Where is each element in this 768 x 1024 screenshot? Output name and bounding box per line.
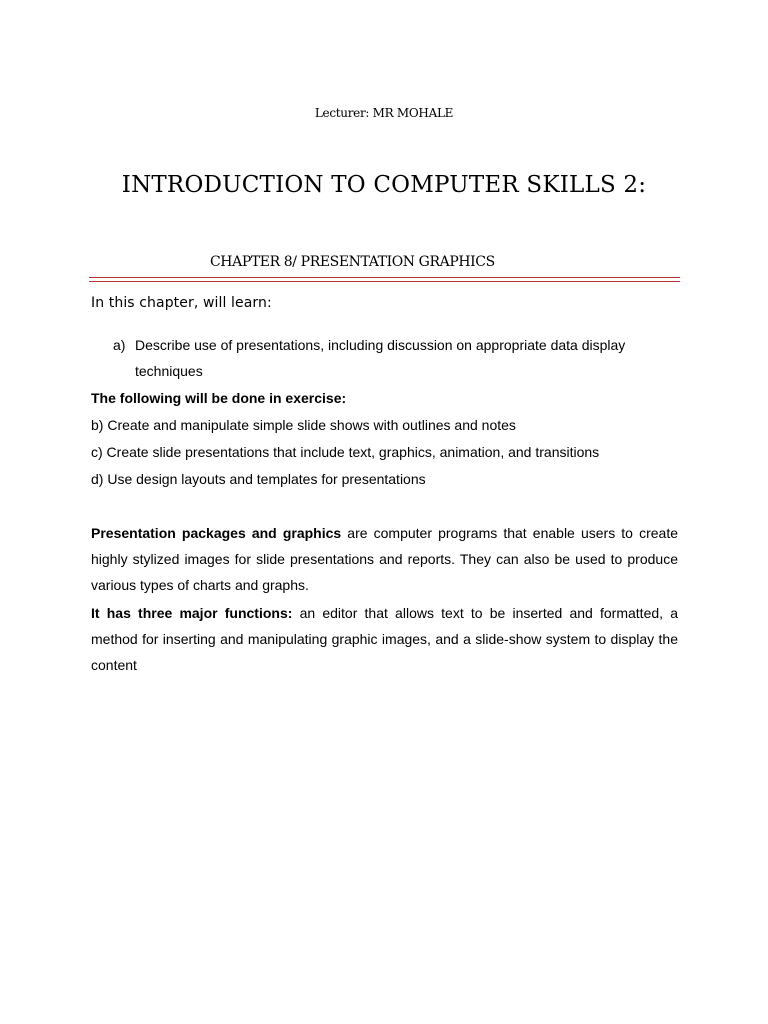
learning-item-a xyxy=(113,332,633,384)
paragraph-presentation-packages xyxy=(91,520,678,598)
lecturer-line: Lecturer: MR MOHALE xyxy=(314,106,454,120)
list-marker: a) xyxy=(113,337,126,353)
paragraph-body: are computer programs that enable users to create highly stylized images for slide presentations and reports. They can also be used to produce various types of charts and graphs. xyxy=(91,525,678,593)
chapter-heading: CHAPTER 8/ PRESENTATION GRAPHICS xyxy=(210,254,495,270)
list-item-text: Describe use of presentations, including discussion on appropriate data display techniques xyxy=(135,337,626,379)
learn-heading: In this chapter, will learn: xyxy=(91,295,272,311)
chapter-divider-top xyxy=(89,277,680,278)
exercise-item-d: d) Use design layouts and templates for presentations xyxy=(91,471,426,487)
exercise-heading: The following will be done in exercise: xyxy=(91,390,347,406)
exercise-section xyxy=(91,385,691,493)
paragraph-lead-term: It has three major functions: xyxy=(91,605,293,621)
exercise-item-c: c) Create slide presentations that include text, graphics, animation, and transitions xyxy=(91,444,600,460)
exercise-item-b: b) Create and manipulate simple slide shows with outlines and notes xyxy=(91,417,516,433)
paragraph-major-functions xyxy=(91,600,678,678)
paragraph-body: an editor that allows text to be inserted and formatted, a method for inserting and manipulating graphic images, and a slide-show system to display the content xyxy=(91,605,678,673)
paragraph-lead-term: Presentation packages and graphics xyxy=(91,525,342,541)
document-title: INTRODUCTION TO COMPUTER SKILLS 2: xyxy=(121,172,647,198)
chapter-divider-bottom xyxy=(89,281,680,282)
